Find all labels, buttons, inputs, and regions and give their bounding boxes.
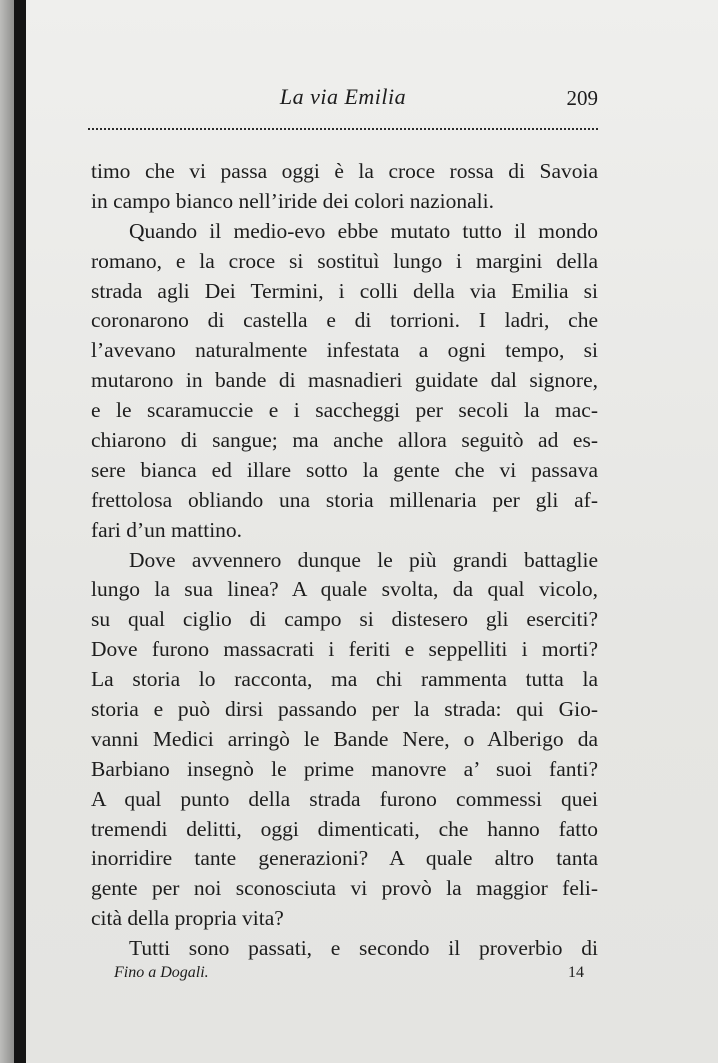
text-line: chiarono di sangue; ma anche allora seguitò ad es- — [91, 428, 598, 453]
text-line: cità della propria vita? — [91, 906, 284, 931]
text-line: e le scaramuccie e i saccheggi per secoli la mac- — [91, 398, 598, 423]
text-line: frettolosa obliando una storia millenaria per gli af- — [91, 487, 598, 512]
text-line: Dove avvennero dunque le più grandi battaglie — [129, 547, 598, 572]
running-header — [88, 80, 598, 116]
page-gutter — [0, 0, 14, 1063]
text-line: in campo bianco nell’iride dei colori nazionali. — [91, 188, 494, 213]
text-line: vanni Medici arringò le Bande Nere, o Alberigo da — [91, 726, 598, 751]
text-line: gente per noi sconosciuta vi provò la maggior feli- — [91, 876, 598, 901]
binding-shadow — [14, 0, 26, 1063]
text-line: coronarono di castella e di torrioni. I ladri, che — [91, 308, 598, 333]
text-line: tremendi delitti, oggi dimenticati, che hanno fatto — [91, 816, 598, 841]
text-line: La storia lo racconta, ma chi rammenta tutta la — [91, 667, 598, 692]
signature-mark: Fino a Dogali. — [114, 964, 209, 981]
header-rule — [88, 128, 598, 130]
page-footer — [114, 964, 584, 994]
sheet-number: 14 — [568, 964, 584, 981]
running-title: La via Emilia — [279, 84, 407, 109]
text-line: Dove furono massacrati i feriti e seppelliti i morti? — [91, 637, 598, 662]
text-line: storia e può dirsi passando per la strada: qui Gio- — [91, 697, 598, 722]
text-line: mutarono in bande di masnadieri guidate dal signore, — [91, 368, 598, 393]
text-line: l’avevano naturalmente infestata a ogni tempo, si — [91, 338, 598, 363]
page-number: 209 — [566, 86, 598, 110]
text-line: Tutti sono passati, e secondo il proverbio di — [129, 936, 598, 961]
text-line: sere bianca ed illare sotto la gente che vi passava — [91, 457, 598, 482]
text-line: su qual ciglio di campo si distesero gli eserciti? — [91, 607, 598, 632]
text-line: romano, e la croce si sostituì lungo i margini della — [91, 248, 598, 273]
text-line: lungo la sua linea? A quale svolta, da qual vicolo, — [91, 577, 598, 602]
text-line: strada agli Dei Termini, i colli della via Emilia si — [91, 278, 598, 303]
text-line: Barbiano insegnò le prime manovre a’ suoi fanti? — [91, 756, 598, 781]
text-line: timo che vi passa oggi è la croce rossa di Savoia — [91, 159, 598, 183]
text-line: inorridire tante generazioni? A quale altro tanta — [91, 846, 598, 871]
text-line: Quando il medio-evo ebbe mutato tutto il mondo — [129, 218, 598, 243]
body-text — [91, 157, 598, 964]
text-line: A qual punto della strada furono commessi quei — [91, 786, 598, 811]
text-line: fari d’un mattino. — [91, 517, 243, 542]
